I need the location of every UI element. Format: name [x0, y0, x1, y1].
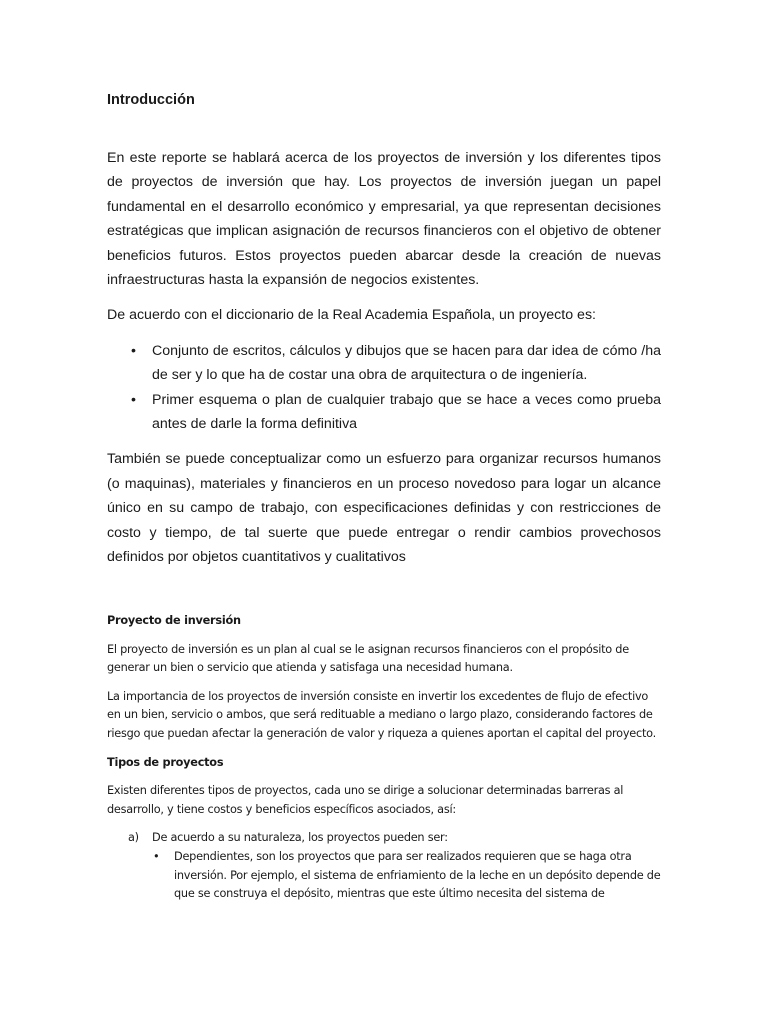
types-list-item-a [107, 829, 663, 848]
types-paragraph-1: Existen diferentes tipos de proyectos, cada uno se dirige a solucionar determinadas barreras al desarrollo, y tiene costos y beneficios específicos asociados, así: [107, 784, 624, 816]
definition-text: Primer esquema o plan de cualquier trabajo que se hace a veces como prueba antes de darle la forma definitiva [152, 391, 661, 433]
investment-section [107, 612, 663, 904]
investment-heading: Proyecto de inversión [107, 614, 241, 627]
introduction-paragraph-2: De acuerdo con el diccionario de la Real Academia Española, un proyecto es: [107, 307, 596, 324]
types-sub-item [107, 848, 663, 904]
investment-paragraph-1: El proyecto de inversión es un plan al cual se le asignan recursos financieros con el propósito de generar un bien o servicio que atienda y satisfaga una necesidad humana. [107, 642, 629, 675]
introduction-paragraph-3: También se puede conceptualizar como un esfuerzo para organizar recursos humanos (o maquinas), materiales y financieros en un proceso novedoso para logar un alcance único en su campo de trabajo, con especificaciones definidas y con restricciones de costo y tiempo, de tal suerte que puede entregar o rendir cambios provechosos definidos por objetos cuantitativos y cualitativos [107, 451, 661, 566]
types-list-item-text: De acuerdo a su naturaleza, los proyectos pueden ser: [152, 831, 448, 845]
introduction-section [107, 90, 661, 581]
investment-paragraph-2: La importancia de los proyectos de inversión consiste en invertir los excedentes de flujo de efectivo en un bien, servicio o ambos, que será redituable a mediano o largo plazo, considerando factores de riesgo que puedan afectar la generación de valor y riqueza a quienes aportan el capital del proyecto. [107, 689, 656, 740]
introduction-paragraph-1: En este reporte se hablará acerca de los proyectos de inversión y los diferentes tipos de proyectos de inversión que hay. Los proyectos de inversión juegan un papel fundamental en el desarrollo económico y empresarial, ya que representan decisiones estratégicas que implican asignación de recursos financieros con el objetivo de obtener beneficios futuros. Estos proyectos pueden abarcar desde la creación de nuevas infraestructuras hasta la expansión de negocios existentes. [107, 150, 661, 289]
bullet-icon: • [131, 391, 136, 408]
types-sub-item-text: Dependientes, son los proyectos que para ser realizados requieren que se haga otra inversión. Por ejemplo, el sistema de enfriamiento de la leche en un depósito depende de que se construya el depósito, mientras que este último necesita del sistema de [174, 849, 661, 901]
list-marker: a) [128, 831, 139, 845]
definition-list [107, 339, 661, 437]
bullet-icon: • [153, 849, 160, 863]
definition-text: Conjunto de escritos, cálculos y dibujos que se hacen para dar idea de cómo /ha de ser y lo que ha de costar una obra de arquitectura o de ingeniería. [152, 342, 661, 384]
definition-list-item [107, 339, 661, 388]
types-heading: Tipos de proyectos [107, 755, 224, 769]
bullet-icon: • [131, 342, 136, 359]
definition-list-item [107, 388, 661, 437]
introduction-heading: Introducción [107, 92, 195, 108]
